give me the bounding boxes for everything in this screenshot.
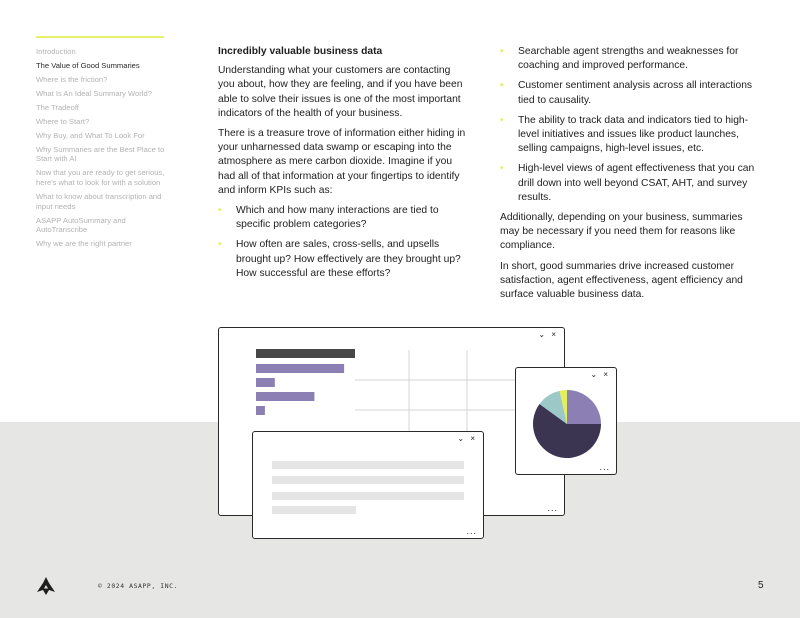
list-item: • Searchable agent strengths and weaknesses for coaching and improved performance. — [500, 46, 739, 72]
bar — [256, 349, 355, 358]
more-icon[interactable]: ... — [466, 526, 477, 536]
bullet-icon: • — [500, 80, 504, 92]
toc-item[interactable]: What to know about transcription and input needs — [36, 192, 162, 211]
asapp-logo-icon — [36, 576, 56, 596]
more-icon[interactable]: ... — [547, 503, 558, 513]
bullet-icon: • — [218, 205, 222, 217]
bar — [256, 378, 275, 387]
right-column — [500, 45, 756, 308]
toc-item[interactable]: Where is the friction? — [36, 74, 108, 84]
toc-item[interactable]: Where to Start? — [36, 116, 90, 126]
toc-item[interactable]: Why Summaries are the Best Place to Start with AI — [36, 144, 165, 164]
toc-item[interactable]: ASAPP AutoSummary and AutoTranscribe — [36, 215, 126, 235]
window-controls-icon[interactable]: ⌄ × — [538, 330, 558, 339]
placeholder-line — [272, 492, 464, 500]
more-icon[interactable]: ... — [599, 462, 610, 472]
window-controls-icon[interactable]: ⌄ × — [457, 434, 477, 443]
bullet-icon: • — [500, 163, 504, 175]
list-window — [252, 431, 484, 539]
toc-item[interactable]: Now that you are ready to get serious, here's what to look for with a solution — [36, 168, 165, 188]
main-column — [218, 45, 466, 287]
bar — [256, 392, 314, 401]
pie-chart-window — [515, 367, 617, 475]
bar — [256, 406, 265, 415]
bar-series — [256, 349, 355, 415]
window-controls-icon[interactable]: ⌄ × — [590, 370, 610, 379]
bullet-icon: • — [500, 114, 504, 126]
bullet-icon: • — [218, 239, 222, 251]
kpi-list — [218, 204, 466, 281]
bullet-icon: • — [500, 46, 504, 57]
placeholder-line — [272, 476, 464, 484]
toc-item[interactable]: Why Buy, and What To Look For — [36, 130, 145, 140]
list-item: • The ability to track data and indicators tied to high-level initiatives and issues like product launches, selling campaigns, high-level issues, etc. — [500, 114, 749, 155]
kpi-paragraph: There is a treasure trove of information either hiding in your unharnessed data swamp or escaping into the atmosphere as mere carbon dioxide. Imagine if you had all of that information at your fingertips to identify and inform KPIs such as: — [218, 128, 466, 196]
list-item: • How often are sales, cross-sells, and upsells brought up? How effectively are they brought up? How successful are these efforts? — [218, 239, 461, 279]
toc-item[interactable]: The Value of Good Summaries — [36, 60, 140, 70]
pie-slice — [567, 390, 601, 424]
toc-item[interactable]: Why we are the right partner — [36, 239, 132, 249]
list-item: • Which and how many interactions are tied to specific problem categories? — [218, 205, 439, 231]
compliance-paragraph: Additionally, depending on your business, summaries may be necessary if you need them for reasons like compliance. — [500, 212, 743, 252]
copyright-text: © 2024 ASAPP, INC. — [98, 582, 179, 590]
toc-item[interactable]: What Is An Ideal Summary World? — [36, 88, 152, 98]
pie-slices — [533, 390, 601, 458]
toc-item[interactable]: Introduction — [36, 47, 76, 56]
placeholder-line — [272, 461, 464, 469]
list-item: • Customer sentiment analysis across all interactions tied to causality. — [500, 80, 753, 106]
kpi-list-continued — [500, 45, 756, 205]
pie-chart-graphic — [516, 368, 616, 474]
table-of-contents — [36, 36, 171, 253]
bar — [256, 364, 344, 373]
section-heading: Incredibly valuable business data — [218, 46, 383, 57]
toc-list — [36, 47, 171, 249]
page-number: 5 — [758, 580, 764, 591]
list-item: • High-level views of agent effectiveness that you can drill down into well beyond CSAT, AHT, and survey results. — [500, 163, 755, 203]
toc-accent-rule — [36, 36, 164, 38]
summary-paragraph: In short, good summaries drive increased customer satisfaction, agent effectiveness, agent efficiency and surface valuable business data. — [500, 260, 743, 301]
intro-paragraph: Understanding what your customers are contacting you about, how they are feeling, and if you have been able to solve their issues is one of the most important indicators of the health of your business. — [218, 65, 463, 119]
toc-item[interactable]: The Tradeoff — [36, 102, 79, 112]
placeholder-line — [272, 506, 356, 514]
